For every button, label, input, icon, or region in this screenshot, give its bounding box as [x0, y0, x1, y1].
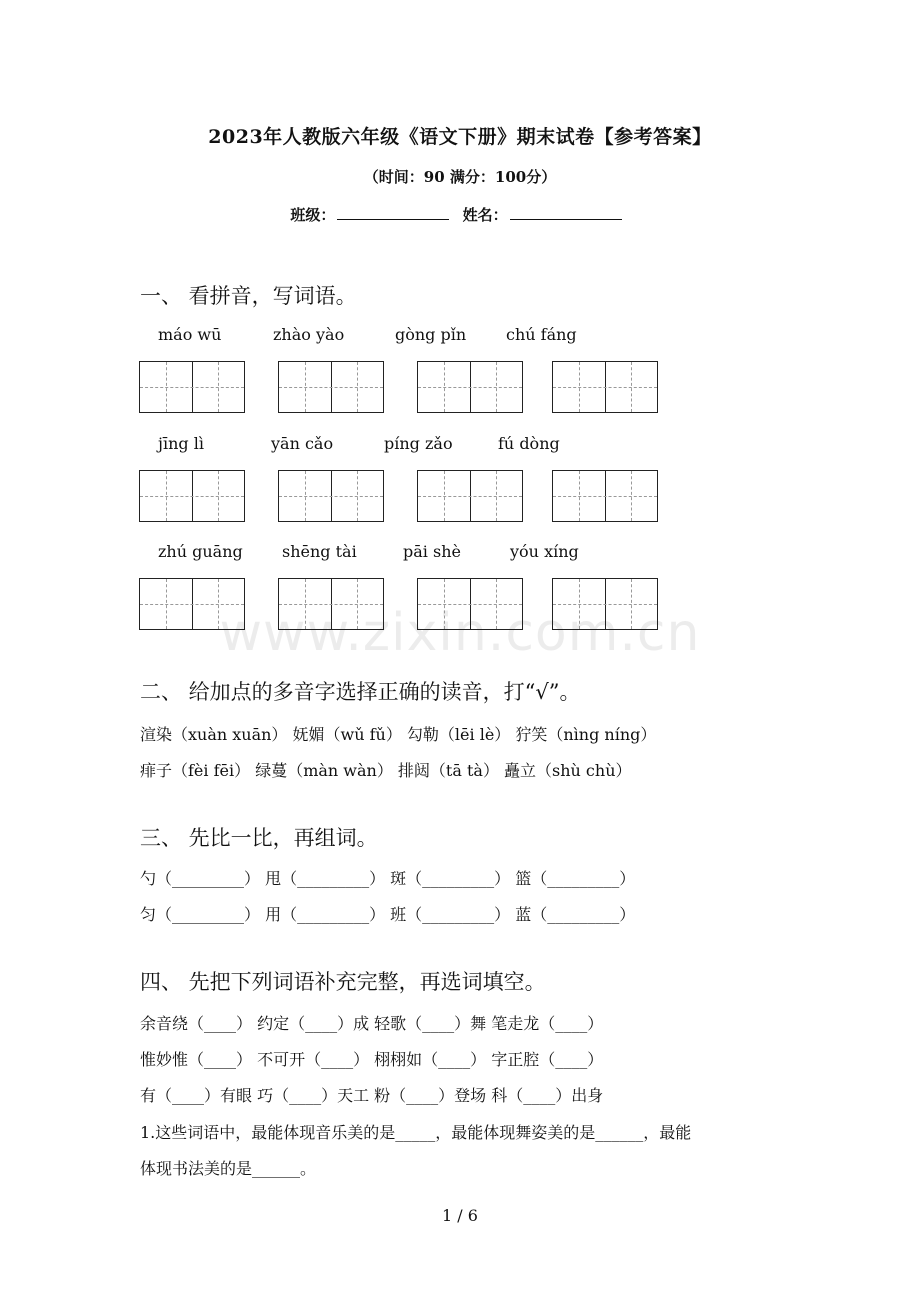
watermark: www.zixin.com.cn	[219, 603, 701, 663]
pinyin-label: shēng tài	[282, 542, 357, 561]
writing-grid[interactable]	[139, 361, 245, 413]
pinyin-label: máo wū	[158, 325, 222, 344]
exam-subtitle: （时间：90 满分：100分）	[363, 168, 557, 186]
name-label: 姓名：	[462, 206, 508, 224]
pinyin-label: zhú guāng	[158, 542, 243, 561]
class-blank[interactable]	[337, 205, 449, 220]
pinyin-label: yān cǎo	[271, 434, 334, 453]
idiom-line: 余音绕（____） 约定（____）成 轻歌（____）舞 笔走龙（____）	[140, 1014, 604, 1033]
section4-heading: 四、 先把下列词语补充完整，再选词填空。	[140, 970, 546, 994]
student-info	[0, 204, 920, 225]
compare-line: 勺（_________） 甩（_________） 斑（_________） 篮（_________）	[140, 869, 636, 888]
writing-grid[interactable]	[417, 361, 523, 413]
writing-grid[interactable]	[417, 470, 523, 522]
section2-heading: 二、 给加点的多音字选择正确的读音，打“√”。	[140, 680, 581, 704]
pinyin-label: chú fáng	[506, 325, 577, 344]
writing-grid[interactable]	[278, 361, 384, 413]
question-line: 体现书法美的是______。	[140, 1159, 317, 1178]
pinyin-label: fú dòng	[498, 434, 560, 453]
pinyin-label: pāi shè	[403, 542, 461, 561]
writing-grid[interactable]	[552, 470, 658, 522]
compare-line: 匀（_________） 用（_________） 班（_________） 蓝（_________）	[140, 905, 636, 924]
idiom-line: 有（____）有眼 巧（____）天工 粉（____）登场 科（____）出身	[140, 1086, 604, 1105]
name-blank[interactable]	[510, 205, 622, 220]
pinyin-label: yóu xíng	[510, 542, 579, 561]
pinyin-label: jīng lì	[158, 434, 204, 453]
pinyin-label: gòng pǐn	[395, 325, 467, 344]
exam-title: 2023年人教版六年级《语文下册》期末试卷【参考答案】	[208, 126, 712, 148]
writing-grid[interactable]	[278, 578, 384, 630]
section1-heading: 一、 看拼音，写词语。	[140, 284, 357, 308]
polyphone-line: 痱子（fèi fēi） 绿蔓（màn wàn） 排闼（tā tà） 矗立（shù chù）	[140, 761, 632, 780]
class-label: 班级：	[290, 206, 336, 224]
writing-grid[interactable]	[417, 578, 523, 630]
writing-grid[interactable]	[139, 470, 245, 522]
pinyin-label: zhào yào	[273, 325, 345, 344]
question-line: 1.这些词语中，最能体现音乐美的是_____，最能体现舞姿美的是______，最能	[140, 1123, 692, 1142]
polyphone-line: 渲染（xuàn xuān） 妩媚（wǔ fǔ） 勾勒（lēi lè） 狞笑（nìng níng）	[140, 725, 657, 744]
writing-grid[interactable]	[552, 361, 658, 413]
section3-heading: 三、 先比一比，再组词。	[140, 826, 378, 850]
pinyin-label: píng zǎo	[384, 434, 453, 453]
idiom-line: 惟妙惟（____） 不可开（____） 栩栩如（____） 字正腔（____）	[140, 1050, 604, 1069]
writing-grid[interactable]	[278, 470, 384, 522]
writing-grid[interactable]	[552, 578, 658, 630]
page-number: 1 / 6	[442, 1206, 478, 1225]
writing-grid[interactable]	[139, 578, 245, 630]
